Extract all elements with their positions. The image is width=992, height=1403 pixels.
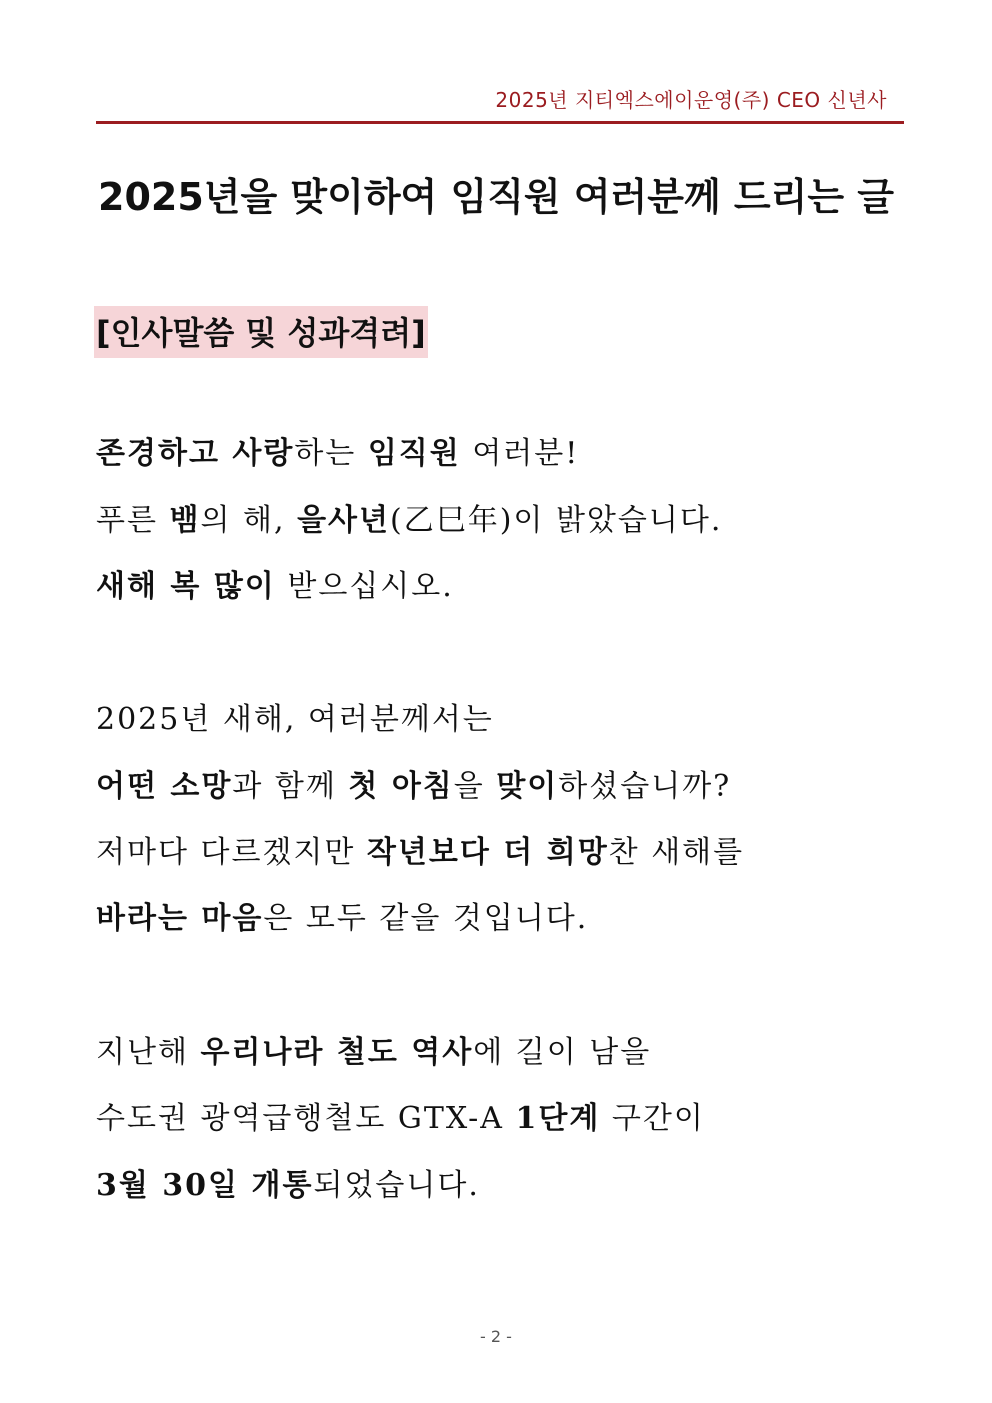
body-line [96,567,454,607]
text-run: 하셨습니까? [558,769,732,804]
bold-run: 새해 복 많이 [96,569,276,604]
text-run: 여러분! [460,436,580,471]
bold-run: 어떤 소망 [96,769,233,804]
bold-run: 바라는 마음 [96,901,264,936]
bold-run: 뱀 [169,503,201,538]
bold-run: 우리나라 철도 역사 [200,1035,474,1070]
text-run: 구간이 [600,1101,705,1136]
text-run: 을 [453,769,497,804]
body-line [96,833,744,873]
body-line [96,1166,480,1206]
text-run: 찬 새해를 [608,835,745,870]
body-line [96,1099,705,1139]
body-line [96,1033,651,1073]
text-run: 하는 [294,436,368,471]
body-line [96,501,722,541]
text-run: 은 모두 같을 것입니다. [263,901,589,936]
text-run: 받으십시오. [275,569,454,604]
bold-run: 작년보다 더 희망 [366,835,609,870]
body-line [96,434,579,474]
body-line [96,767,731,807]
text-run: 에 길이 남을 [473,1035,652,1070]
page-title: 2025년을 맞이하여 임직원 여러분께 드리는 글 [98,175,894,219]
body-line [96,700,494,740]
text-run: 지난해 [96,1035,201,1070]
text-run: 2025년 새해, 여러분께서는 [96,702,494,737]
body-line [96,899,588,939]
text-run: 의 해, [200,503,298,538]
text-run: 푸른 [96,503,170,538]
bold-run: 임직원 [367,436,461,471]
text-run: (乙巳年)이 밝았습니다. [390,503,723,538]
text-run: 과 함께 [232,769,349,804]
page-number: - 2 - [480,1327,512,1346]
bold-run: 개통 [251,1168,314,1203]
bold-run: 존경하고 사랑 [96,436,295,471]
section-heading: [인사말씀 및 성과격려] [94,306,428,358]
bold-run: 3월 30일 [96,1168,252,1203]
bold-run: 첫 아침 [348,769,454,804]
bold-run: 을사년 [297,503,391,538]
text-run: 되었습니다. [313,1168,480,1203]
text-run: 수도권 광역급행철도 GTX-A [96,1101,516,1136]
text-run: 저마다 다르겠지만 [96,835,367,870]
bold-run: 맞이 [496,769,559,804]
header-divider [96,121,904,124]
bold-run: 1단계 [515,1101,601,1136]
document-header: 2025년 지티엑스에이운영(주) CEO 신년사 [495,88,887,112]
